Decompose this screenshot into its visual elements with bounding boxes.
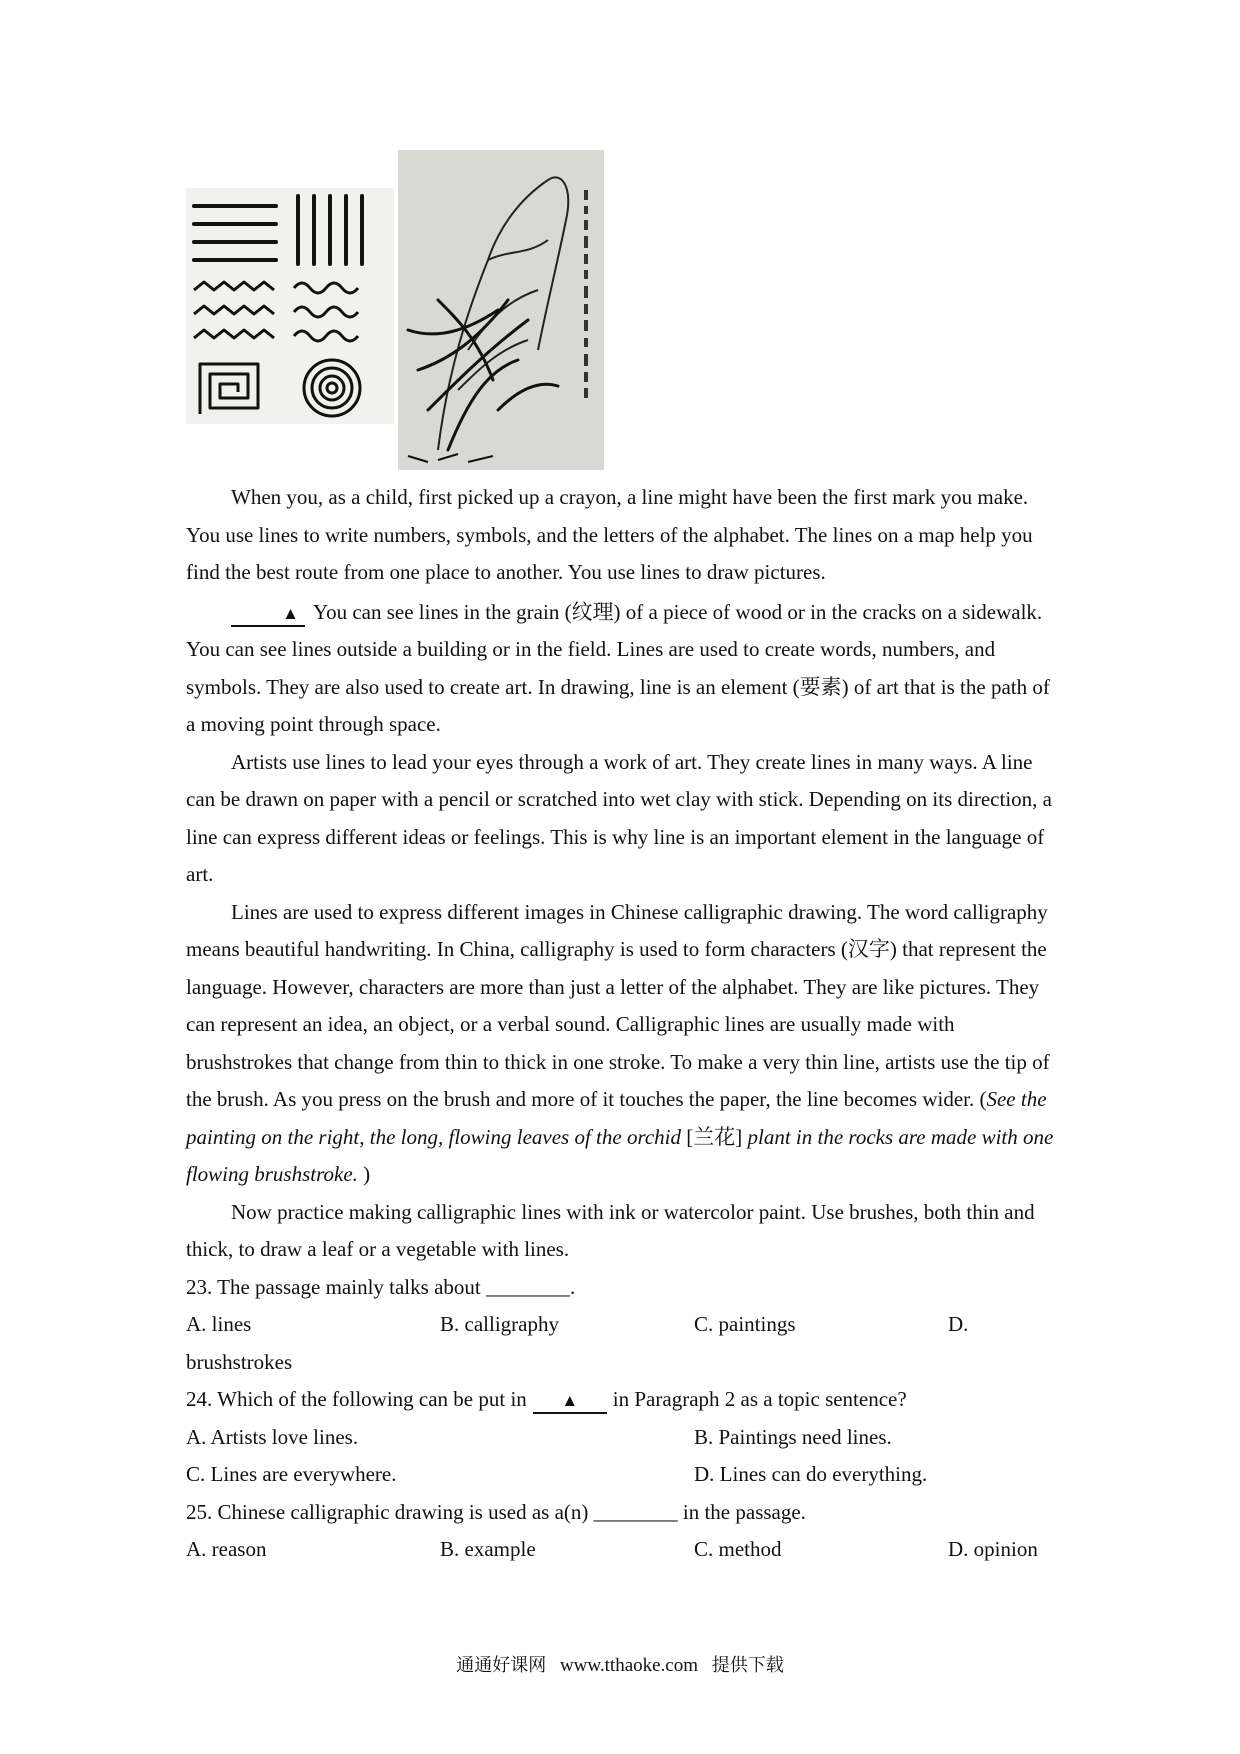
line-samples-image bbox=[186, 188, 394, 424]
page-footer bbox=[0, 1651, 1240, 1677]
illustration bbox=[186, 150, 606, 470]
question-24-options-row2 bbox=[186, 1456, 1056, 1494]
footer-site-name: 通通好课网 bbox=[456, 1655, 547, 1676]
footer-url-link[interactable]: www.tthaoke.com bbox=[559, 1655, 699, 1676]
paragraph-2-text: You can see lines in the grain (纹理) of a piece of wood or in the cracks on a sidewalk. You can see lines outside a building or in the field. Lines are used to create words, numbers, and symbols. They are also used to create art. In drawing, line is an element (要素) of art that is the path of a moving point through space. bbox=[186, 599, 1050, 736]
q23-option-d: D. bbox=[948, 1312, 969, 1336]
q25-option-a: A. reason bbox=[186, 1537, 267, 1561]
paragraph-5: Now practice making calligraphic lines with ink or watercolor paint. Use brushes, both thin and thick, to draw a leaf or a vegetable with lines. bbox=[186, 1199, 1035, 1261]
question-24-options-row1 bbox=[186, 1419, 1056, 1457]
q24-option-b: B. Paintings need lines. bbox=[694, 1424, 892, 1449]
paragraph-2 bbox=[186, 594, 1056, 744]
orchid-ink-painting bbox=[398, 150, 604, 470]
paragraph-4: Lines are used to express different images in Chinese calligraphic drawing. The word calligraphy means beautiful handwriting. In China, calligraphy is used to form characters (汉字) that represent the language. However, characters are more than just a letter of the alphabet. They are like pictures. They can represent an idea, an object, or a verbal sound. Calligraphic lines are usually made with brushstrokes that change from thin to thick in one stroke. To make a very thin line, artists use the tip of the brush. As you press on the brush and more of it touches the paper, the line becomes wider. (See the painting on the right, the long, flowing leaves of the orchid [兰花] plant in the rocks are made with one flowing brushstroke. ) bbox=[186, 899, 1054, 1186]
question-23-options bbox=[186, 1306, 1056, 1344]
passage bbox=[186, 479, 1056, 1569]
q24-option-a: A. Artists love lines. bbox=[186, 1424, 359, 1449]
q25-option-d: D. opinion bbox=[948, 1537, 1038, 1561]
question-25-stem: 25. Chinese calligraphic drawing is used as a(n) ________ in the passage. bbox=[186, 1499, 806, 1524]
q24-blank: ▲ bbox=[533, 1390, 607, 1414]
q24-option-c: C. Lines are everywhere. bbox=[186, 1462, 397, 1486]
question-25-options bbox=[186, 1531, 1056, 1569]
q23-option-c: C. paintings bbox=[694, 1312, 796, 1336]
q25-option-b: B. example bbox=[440, 1537, 536, 1561]
paragraph-1: When you, as a child, first picked up a crayon, a line might have been the first mark you make. You use lines to write numbers, symbols, and the letters of the alphabet. The lines on a map help you find the best route from one place to another. You use lines to draw pictures. bbox=[186, 485, 1033, 584]
topic-sentence-blank: ▲ bbox=[231, 603, 305, 627]
q23-option-b: B. calligraphy bbox=[440, 1312, 559, 1336]
q25-option-c: C. method bbox=[694, 1537, 782, 1561]
paragraph-3: Artists use lines to lead your eyes through a work of art. They create lines in many ways. A line can be drawn on paper with a pencil or scratched into wet clay with stick. Depending on its direction, a line can express different ideas or feelings. This is why line is an important element in the language of art. bbox=[186, 749, 1052, 886]
question-23-stem: 23. The passage mainly talks about ________. bbox=[186, 1274, 576, 1299]
footer-download-text: 提供下载 bbox=[711, 1655, 784, 1676]
q23-option-d-continued: brushstrokes bbox=[186, 1349, 293, 1374]
q23-option-a: A. lines bbox=[186, 1312, 252, 1336]
question-24-stem: 24. Which of the following can be put in ▲ in Paragraph 2 as a topic sentence? bbox=[186, 1381, 1056, 1419]
q24-option-d: D. Lines can do everything. bbox=[694, 1462, 928, 1486]
